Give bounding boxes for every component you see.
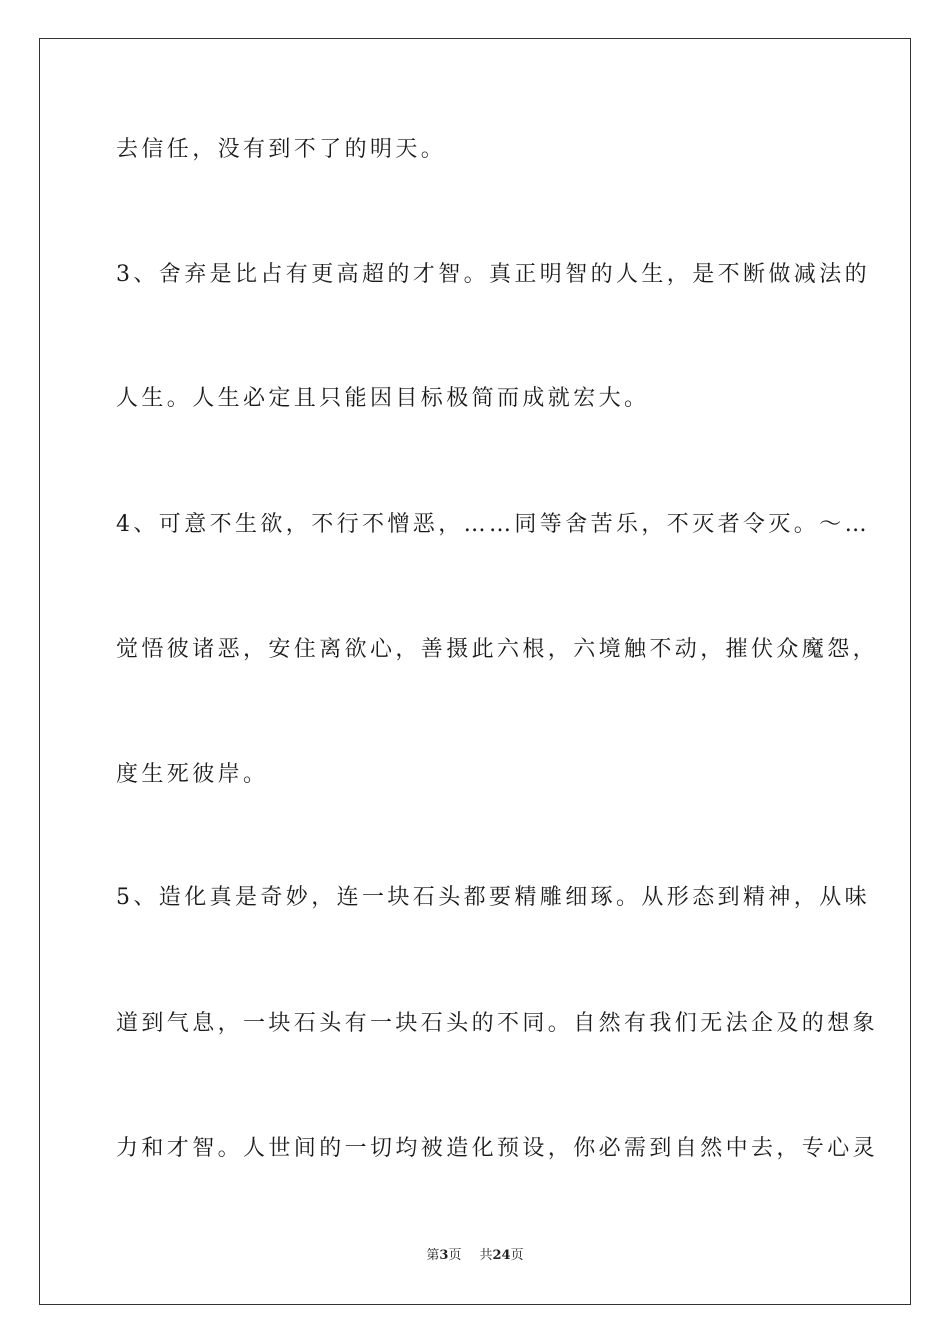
page-number: 3 — [439, 1248, 449, 1263]
body-line-5: 觉悟彼诸恶，安住离欲心，善摄此六根，六境触不动，摧伏众魔怨， — [116, 637, 879, 662]
body-line-1: 去信任，没有到不了的明天。 — [116, 137, 447, 162]
total-prefix: 共 — [479, 1248, 493, 1263]
body-line-7: 5、造化真是奇妙，连一块石头都要精雕细琢。从形态到精神，从味 — [116, 885, 870, 910]
total-pages: 24 — [492, 1248, 511, 1263]
body-line-9: 力和才智。人世间的一切均被造化预设，你必需到自然中去，专心灵 — [116, 1136, 879, 1161]
body-line-8: 道到气息，一块石头有一块石头的不同。自然有我们无法企及的想象 — [116, 1011, 879, 1036]
page-footer — [0, 1248, 950, 1264]
page-frame — [39, 38, 911, 1305]
page-suffix: 页 — [448, 1248, 462, 1263]
body-line-2: 3、舍弃是比占有更高超的才智。真正明智的人生，是不断做减法的 — [116, 262, 870, 287]
total-suffix: 页 — [510, 1248, 524, 1263]
body-line-6: 度生死彼岸。 — [116, 762, 269, 787]
body-line-3: 人生。人生必定且只能因目标极简而成就宏大。 — [116, 386, 650, 411]
page-prefix: 第 — [426, 1248, 440, 1263]
body-line-4: 4、可意不生欲，不行不憎恶，……同等舍苦乐，不灭者令灭。～… — [116, 512, 870, 537]
